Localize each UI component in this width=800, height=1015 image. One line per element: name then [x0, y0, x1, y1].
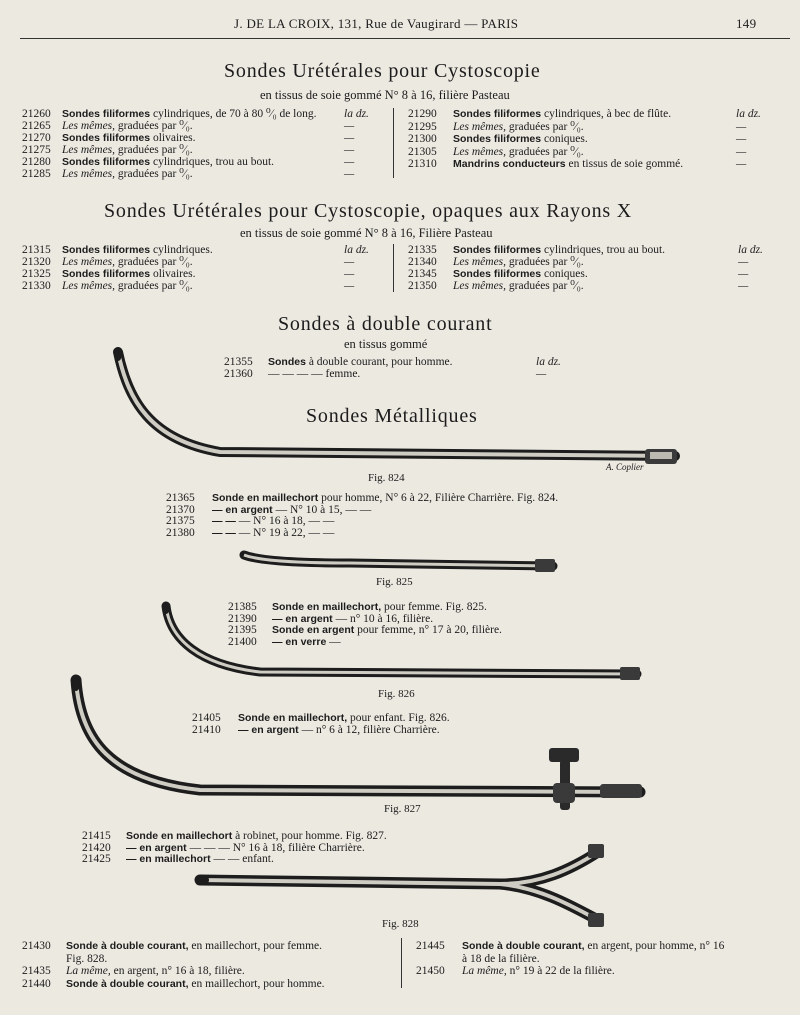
item-name-bold: Sondes filiformes: [62, 108, 151, 120]
item-name-bold: Sondes filiformes: [62, 132, 151, 144]
item-name-bold: Sonde en argent: [272, 624, 355, 636]
item-number: 21395: [228, 624, 257, 636]
item-number: 21340: [408, 256, 437, 268]
bottom-left-list: [22, 940, 392, 1000]
item-name-bold: Sonde en maillechort,: [272, 601, 382, 613]
item-number: 21280: [22, 156, 51, 168]
item-unit: —: [344, 268, 355, 280]
item-description: — n° 10 à 16, filière.: [332, 612, 434, 625]
item-description: cylindriques, à bec de flûte.: [541, 108, 672, 120]
item-unit: —: [736, 133, 747, 145]
item-name-bold: — —: [212, 526, 236, 539]
item-unit: —: [344, 256, 355, 268]
catalog-row: [22, 953, 107, 966]
item-name-italic: Les mêmes,: [453, 280, 507, 292]
item-number: 21425: [82, 853, 111, 865]
item-number: 21390: [228, 612, 257, 625]
item-unit: —: [344, 144, 355, 156]
item-number: 21375: [166, 515, 195, 527]
item-name-bold: Sondes filiformes: [453, 268, 542, 280]
page-number: 149: [736, 16, 757, 31]
item-number: 21360: [224, 368, 253, 380]
catalog-row: [228, 636, 341, 649]
item-description: n° 19 à 22 de la filière.: [506, 965, 615, 977]
fig-824-list: [166, 492, 726, 548]
item-number: 21355: [224, 356, 253, 368]
item-name-bold: — —: [212, 515, 236, 527]
item-number: 21325: [22, 268, 51, 280]
item-description: en argent, n° 16 à 18, filière.: [110, 965, 245, 977]
fig-827-caption: Fig. 827: [384, 803, 421, 815]
item-number: 21300: [408, 133, 437, 145]
item-description: — — enfant.: [210, 853, 274, 865]
item-description: coniques.: [541, 133, 588, 145]
item-unit: la dz.: [536, 356, 561, 368]
item-number: 21445: [416, 940, 445, 952]
item-description: — N° 16 à 18, — —: [235, 515, 335, 527]
item-description: — N° 19 à 22, — —: [235, 526, 335, 539]
item-number: 21415: [82, 830, 111, 842]
item-number: 21345: [408, 268, 437, 280]
item-unit: la dz.: [344, 108, 369, 120]
item-description: graduées par ⁰⁄₀.: [115, 144, 193, 156]
item-number: 21270: [22, 132, 51, 144]
item-unit: —: [344, 280, 355, 292]
item-description: pour femme, n° 17 à 20, filière.: [354, 624, 502, 636]
item-description: —: [326, 635, 341, 648]
item-number: 21330: [22, 280, 51, 292]
item-name-bold: Sondes filiformes: [62, 156, 151, 168]
fig-827-catheter-illustration: [72, 677, 642, 810]
item-name-bold: — en argent: [126, 841, 187, 854]
item-number: 21450: [416, 965, 445, 977]
item-description: à 18 de la filière.: [462, 952, 540, 965]
catalog-row: [82, 853, 274, 866]
item-number: 21410: [192, 724, 221, 736]
section-subtitle-opaques: en tissus de soie gommé N° 8 à 16, Filière Pasteau: [240, 226, 493, 240]
catalog-row: [22, 940, 322, 953]
item-number: 21335: [408, 244, 437, 256]
item-description: cylindriques, de 70 à 80 ⁰⁄₀ de long.: [150, 108, 317, 120]
item-description: cylindriques, trou au bout.: [541, 244, 666, 256]
catalog-row: [22, 965, 245, 978]
item-description: graduées par ⁰⁄₀.: [115, 120, 193, 132]
item-description: coniques.: [541, 268, 588, 280]
item-number: 21435: [22, 965, 51, 977]
item-name-bold: Sondes: [268, 356, 306, 368]
fig-824-caption: Fig. 824: [368, 472, 405, 484]
item-name-bold: — en maillechort: [126, 853, 211, 865]
item-name-bold: Sonde à double courant,: [66, 977, 189, 990]
item-number: 21305: [408, 145, 437, 158]
item-description: — N° 10 à 15, — —: [272, 503, 372, 516]
item-unit: —: [344, 168, 355, 180]
item-unit: —: [536, 368, 547, 380]
item-description: olivaires.: [150, 268, 196, 280]
item-name-bold: Sondes filiformes: [453, 108, 542, 120]
item-number: 21275: [22, 144, 51, 156]
bottom-right-list: [416, 940, 786, 1000]
section-title-metalliques: Sondes Métalliques: [306, 405, 478, 427]
section-title-ureterales: Sondes Urétérales pour Cystoscopie: [224, 60, 541, 82]
item-name-italic: Les mêmes,: [453, 256, 507, 268]
item-description: en argent, pour homme, n° 16: [584, 940, 725, 952]
item-name-italic: La même,: [462, 965, 507, 977]
item-name-italic: La même,: [66, 965, 111, 977]
item-description: en maillechort, pour homme.: [188, 977, 325, 990]
section-subtitle-ureterales: en tissus de soie gommé N° 8 à 16, filière Pasteau: [260, 88, 510, 102]
item-number: 21370: [166, 503, 195, 516]
item-number: 21430: [22, 940, 51, 952]
catalog-row: [416, 940, 724, 953]
item-number: 21295: [408, 120, 437, 133]
item-unit: —: [344, 132, 355, 144]
item-number: 21310: [408, 158, 437, 170]
fig-825-list: [228, 601, 668, 657]
item-name-bold: — en argent: [272, 612, 333, 625]
item-description: à robinet, pour homme. Fig. 827.: [232, 830, 387, 842]
catalog-row: [166, 527, 334, 540]
item-unit: —: [736, 145, 747, 158]
item-unit: la dz.: [736, 108, 761, 120]
item-name-italic: Les mêmes,: [62, 256, 116, 268]
item-description: olivaires.: [150, 132, 196, 144]
item-description: graduées par ⁰⁄₀.: [506, 256, 584, 268]
fig-824-catheter-illustration: [114, 347, 677, 464]
item-name-italic: Les mêmes,: [62, 168, 116, 180]
catalog-row: [22, 978, 325, 991]
item-number: 21285: [22, 168, 51, 180]
item-number: 21385: [228, 601, 257, 613]
fig-825-catheter-illustration: [244, 555, 555, 572]
item-name-italic: Les mêmes,: [453, 145, 507, 158]
item-unit: —: [344, 156, 355, 168]
item-number: 21405: [192, 712, 221, 724]
item-number: 21420: [82, 841, 111, 854]
fig-827-list: [82, 830, 642, 872]
item-description: graduées par ⁰⁄₀.: [506, 280, 584, 292]
item-number: 21290: [408, 108, 437, 120]
item-description: à double courant, pour homme.: [305, 356, 453, 368]
item-description: en tissus de soie gommé.: [565, 158, 684, 170]
item-description: pour homme, N° 6 à 22, Filière Charrière. Fig. 824.: [318, 492, 559, 504]
item-name-italic: Les mêmes,: [62, 144, 116, 156]
item-unit: —: [344, 120, 355, 132]
item-unit: la dz.: [738, 244, 763, 256]
page-header: J. DE LA CROIX, 131, Rue de Vaugirard — PARIS: [234, 16, 519, 31]
item-number: 21315: [22, 244, 51, 256]
catalog-row: [416, 953, 540, 966]
item-description: pour femme. Fig. 825.: [381, 601, 487, 613]
fig-825-caption: Fig. 825: [376, 576, 413, 588]
item-name-bold: Sondes filiformes: [453, 133, 542, 145]
item-number: 21365: [166, 492, 195, 504]
item-description: — — — — femme.: [268, 368, 361, 380]
item-name-bold: — en verre: [272, 635, 327, 648]
fig-826-caption: Fig. 826: [378, 688, 415, 700]
item-name-bold: — en argent: [238, 724, 299, 736]
item-unit: —: [738, 280, 749, 292]
item-description: graduées par ⁰⁄₀.: [506, 120, 584, 133]
item-number: 21350: [408, 280, 437, 292]
item-description: — n° 6 à 12, filière Charrière.: [298, 724, 440, 736]
item-number: 21260: [22, 108, 51, 120]
item-number: 21265: [22, 120, 51, 132]
item-name-bold: Mandrins conducteurs: [453, 158, 566, 170]
item-unit: la dz.: [344, 244, 369, 256]
fig-828-caption: Fig. 828: [382, 918, 419, 930]
item-number: 21380: [166, 526, 195, 539]
section-title-double-courant: Sondes à double courant: [278, 313, 493, 335]
section-subtitle-double-courant: en tissus gommé: [344, 337, 428, 351]
item-description: Fig. 828.: [66, 952, 108, 965]
item-number: 21400: [228, 635, 257, 648]
item-description: graduées par ⁰⁄₀.: [115, 280, 193, 292]
item-unit: —: [736, 158, 747, 170]
item-name-bold: Sonde en maillechort,: [238, 712, 348, 724]
engraver-signature: A. Coplier: [606, 462, 644, 472]
section-title-opaques: Sondes Urétérales pour Cystoscopie, opaques aux Rayons X: [104, 200, 633, 222]
item-unit: —: [738, 268, 749, 280]
item-name-bold: Sondes filiformes: [62, 244, 151, 256]
item-number: 21440: [22, 977, 51, 990]
catalog-row: [192, 724, 440, 737]
item-name-bold: Sonde en maillechort: [126, 830, 233, 842]
column-divider: [401, 938, 402, 988]
item-description: pour enfant. Fig. 826.: [347, 712, 450, 724]
fig-826-list: [192, 712, 692, 742]
item-unit: —: [736, 120, 747, 133]
item-unit: —: [738, 256, 749, 268]
item-description: graduées par ⁰⁄₀.: [115, 168, 193, 180]
item-description: cylindriques.: [150, 244, 213, 256]
item-name-italic: Les mêmes,: [62, 280, 116, 292]
item-description: graduées par ⁰⁄₀.: [115, 256, 193, 268]
item-number: 21320: [22, 256, 51, 268]
item-description: en maillechort, pour femme.: [188, 940, 322, 952]
item-name-bold: Sonde à double courant,: [462, 940, 585, 952]
item-description: — — — N° 16 à 18, filière Charrière.: [186, 841, 365, 854]
item-description: cylindriques, trou au bout.: [150, 156, 275, 168]
item-name-bold: Sonde à double courant,: [66, 940, 189, 952]
catalog-row: [416, 965, 615, 978]
item-name-italic: Les mêmes,: [453, 120, 507, 133]
item-name-italic: Les mêmes,: [62, 120, 116, 132]
item-name-bold: Sondes filiformes: [453, 244, 542, 256]
item-description: graduées par ⁰⁄₀.: [506, 145, 584, 158]
item-name-bold: Sonde en maillechort: [212, 492, 319, 504]
item-name-bold: — en argent: [212, 503, 273, 516]
item-name-bold: Sondes filiformes: [62, 268, 151, 280]
